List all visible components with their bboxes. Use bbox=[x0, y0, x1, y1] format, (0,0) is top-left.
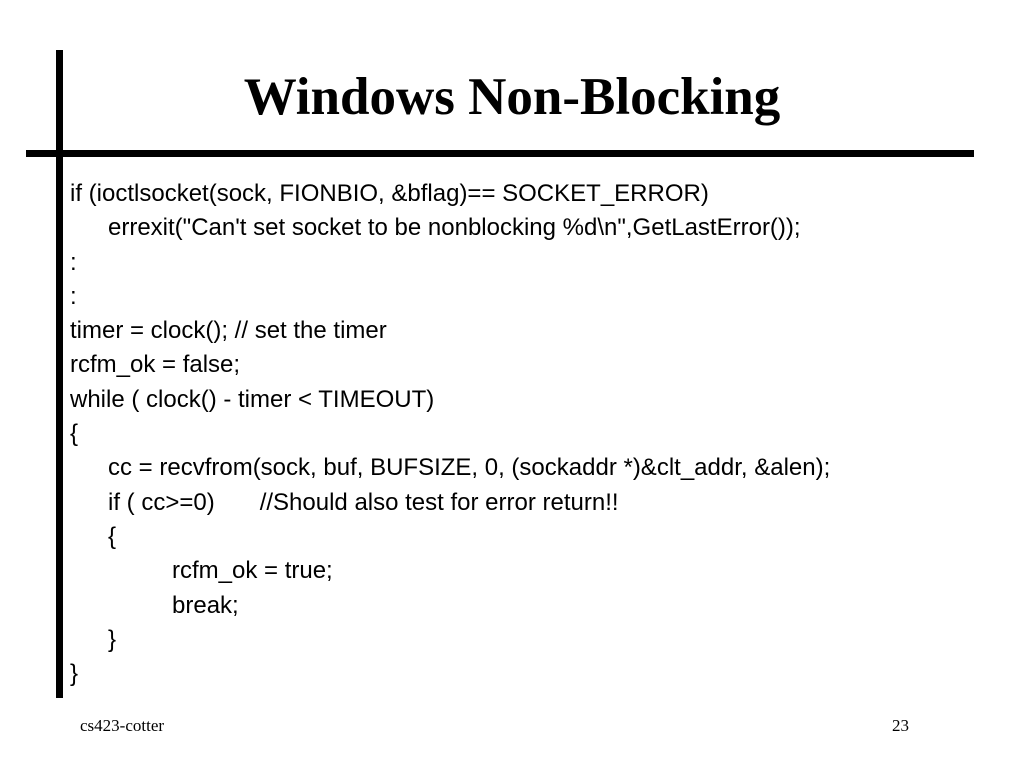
code-line: { bbox=[70, 420, 79, 448]
code-line: } bbox=[108, 625, 117, 653]
code-block bbox=[70, 177, 830, 691]
left-vertical-rule bbox=[56, 50, 63, 698]
code-line: while ( clock() - timer < TIMEOUT) bbox=[70, 385, 435, 413]
code-line: errexit("Can't set socket to be nonblocking %d\n",GetLastError()); bbox=[108, 214, 801, 242]
code-line: { bbox=[108, 522, 117, 550]
footer-page-number: 23 bbox=[892, 716, 909, 735]
code-line: break; bbox=[172, 591, 239, 619]
code-line: : bbox=[70, 282, 77, 310]
code-line: timer = clock(); // set the timer bbox=[70, 317, 387, 345]
code-line: rcfm_ok = false; bbox=[70, 351, 241, 379]
code-line: cc = recvfrom(sock, buf, BUFSIZE, 0, (sockaddr *)&clt_addr, &alen); bbox=[108, 454, 831, 482]
code-line: } bbox=[70, 660, 79, 688]
code-line bbox=[70, 486, 830, 520]
footer-course: cs423-cotter bbox=[80, 716, 165, 735]
code-line: if (ioctlsocket(sock, FIONBIO, &bflag)== SOCKET_ERROR) bbox=[70, 180, 709, 207]
title-horizontal-rule bbox=[26, 150, 974, 157]
slide-title: Windows Non-Blocking bbox=[243, 68, 781, 126]
code-line: rcfm_ok = true; bbox=[172, 557, 333, 585]
code-line-statement: if ( cc>=0) bbox=[108, 488, 215, 516]
code-line-comment: //Should also test for error return!! bbox=[259, 488, 619, 516]
code-line: : bbox=[70, 248, 77, 276]
